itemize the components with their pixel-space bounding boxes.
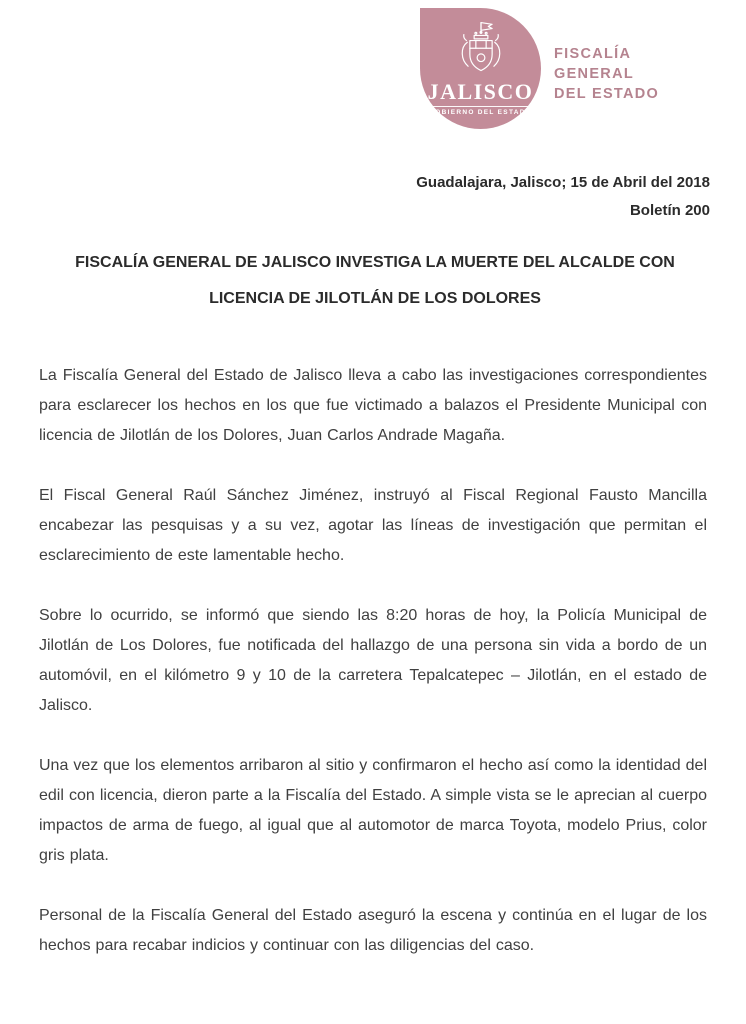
jalisco-coat-of-arms-icon [453,20,509,80]
fiscalia-wordmark [554,44,659,104]
dateline: Guadalajara, Jalisco; 15 de Abril del 2018 [416,174,710,191]
document-body [39,361,707,991]
logo-gobierno-text: GOBIERNO DEL ESTADO [428,109,533,116]
dateline-block [416,169,710,225]
paragraph: Una vez que los elementos arribaron al sitio y confirmaron el hecho así como la identidad del edil con licencia, dieron parte a la Fiscalía del Estado. A simple vista se le aprecian al cuerpo impactos de arma de fuego, al igual que al automotor de marca Toyota, modelo Prius, color gris plata. [39,757,707,864]
paragraph: El Fiscal General Raúl Sánchez Jiménez, instruyó al Fiscal Regional Fausto Mancilla encabezar las pesquisas y a su vez, agotar las líneas de investigación que permitan el esclarecimiento de este lamentable hecho. [39,487,707,564]
logo-divider-rule [433,106,529,107]
document-title [40,245,710,317]
paragraph: Sobre lo ocurrido, se informó que siendo las 8:20 horas de hoy, la Policía Municipal de Jilotlán de Los Dolores, fue notificada del hallazgo de una persona sin vida a bordo de un automóvil, en el kilómetro 9 y 10 de la carretera Tepalcatepec – Jilotlán, en el estado de Jalisco. [39,607,707,714]
jalisco-government-logo [420,8,541,129]
paragraph: Personal de la Fiscalía General del Estado aseguró la escena y continúa en el lugar de los hechos para recabar indicios y continuar con las diligencias del caso. [39,907,707,954]
paragraph: La Fiscalía General del Estado de Jalisco lleva a cabo las investigaciones correspondientes para esclarecer los hechos en los que fue victimado a balazos el Presidente Municipal con licencia de Jilotlán de los Dolores, Juan Carlos Andrade Magaña. [39,367,707,444]
logo-jalisco-text: JALISCO [427,79,534,104]
title-line-1: FISCALÍA GENERAL DE JALISCO INVESTIGA LA MUERTE DEL ALCALDE CON [75,254,675,271]
wordmark-line-1: FISCALÍA [554,46,632,62]
wordmark-line-3: DEL ESTADO [554,86,660,102]
title-line-2: LICENCIA DE JILOTLÁN DE LOS DOLORES [209,290,541,307]
document-letterhead [0,0,746,150]
bulletin-number: Boletín 200 [629,202,710,219]
wordmark-line-2: GENERAL [554,66,634,82]
